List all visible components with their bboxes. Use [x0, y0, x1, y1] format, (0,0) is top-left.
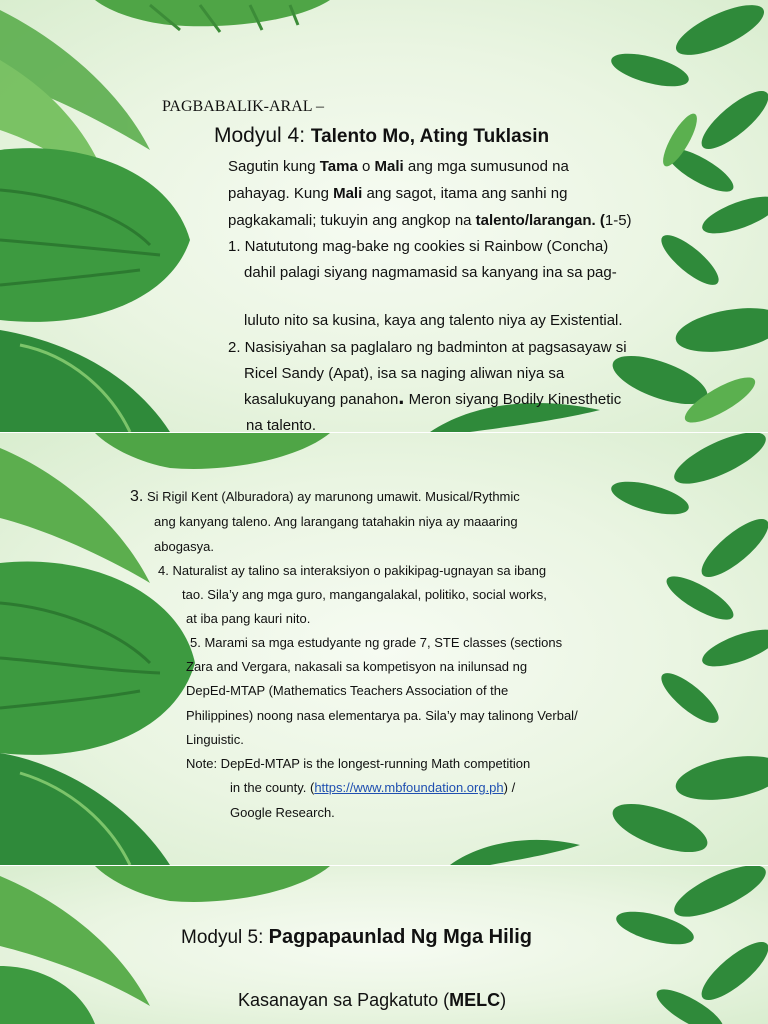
- item-4-line-2: tao. Sila’y ang mga guro, mangangalakal, politiko, social works,: [182, 587, 547, 602]
- note-line-2: [230, 780, 515, 795]
- item-4-line-3: at iba pang kauri nito.: [186, 611, 311, 626]
- item-3-line-2: ang kanyang taleno. Ang larangang tatahakin niya ay maaaring: [154, 514, 518, 529]
- item-3-line-1: [130, 488, 520, 506]
- review-label: PAGBABALIK-ARAL –: [162, 98, 324, 115]
- item-3-text: Si Rigil Kent (Alburadora) ay marunong umawit. Musical/Rythmic: [143, 489, 520, 504]
- instr1-c: o: [357, 158, 375, 175]
- subtitle-melc: MELC: [449, 990, 501, 1010]
- item2-l3b: Meron siyang Bodily Kinesthetic: [404, 391, 622, 408]
- item-2-line-3: [244, 384, 622, 409]
- module-4-title: Talento Mo, Ating Tuklasin: [310, 126, 550, 147]
- subtitle-c: ): [500, 990, 507, 1010]
- item-4-line-1: 4. Naturalist ay talino sa interaksiyon o pakikipag-ugnayan sa ibang: [158, 563, 547, 578]
- subtitle-a: Kasanayan sa Pagkatuto (: [238, 990, 450, 1010]
- module-4-heading: [214, 124, 549, 148]
- instr1-tama: Tama: [319, 158, 358, 175]
- item-5-line-4: Philippines) noong nasa elementarya pa. Sila’y may talinong Verbal/: [186, 708, 578, 723]
- item-1-line-2: dahil palagi siyang nagmamasid sa kanyang ina sa pag-: [244, 264, 617, 281]
- slide-3: [0, 866, 768, 1024]
- slide-1: [0, 0, 768, 432]
- instr2-c: ang sagot, itama ang sanhi ng: [362, 185, 568, 202]
- instruction-line-1: [228, 158, 569, 175]
- item-3-number: 3.: [130, 488, 144, 505]
- item2-l3-dot: .: [398, 384, 405, 409]
- instruction-line-2: [228, 185, 567, 202]
- item-2-line-1: 2. Nasisiyahan sa paglalaro ng badminton at pagsasayaw si: [228, 339, 627, 356]
- note-line-3: Google Research.: [230, 805, 335, 820]
- module-5-prefix: Modyul 5:: [181, 927, 269, 948]
- item-5-line-5: Linguistic.: [186, 732, 244, 747]
- item-5-line-2: Zara and Vergara, nakasali sa kompetisyon na inilunsad ng: [186, 659, 528, 674]
- instr1-mali: Mali: [374, 158, 404, 175]
- item-1-line-3: luluto nito sa kusina, kaya ang talento niya ay Existential.: [244, 312, 623, 329]
- note-line-1: Note: DepEd-MTAP is the longest-running Math competition: [186, 756, 531, 771]
- module-5-heading: [181, 926, 532, 949]
- instr2-mali: Mali: [333, 185, 363, 202]
- instr3-talento: talento/larangan. (: [475, 212, 605, 229]
- instr1-a: Sagutin kung: [228, 158, 320, 175]
- module-4-prefix: Modyul 4:: [214, 124, 311, 147]
- melc-subtitle: [238, 990, 506, 1011]
- instr1-e: ang mga sumusunod na: [403, 158, 569, 175]
- instr3-c: 1-5): [604, 212, 632, 229]
- instruction-line-3: [228, 212, 632, 229]
- instr3-a: pagkakamali; tukuyin ang angkop na: [228, 212, 476, 229]
- instr2-a: pahayag. Kung: [228, 185, 334, 202]
- item-2-line-2: Ricel Sandy (Apat), isa sa naging aliwan niya sa: [244, 365, 565, 382]
- item2-l3a: kasalukuyang panahon: [244, 391, 399, 408]
- item-5-line-3: DepEd-MTAP (Mathematics Teachers Association of the: [186, 683, 509, 698]
- item-5-line-1: 5. Marami sa mga estudyante ng grade 7, STE classes (sections: [190, 635, 563, 650]
- slide-2: [0, 433, 768, 865]
- item-2-line-4: na talento.: [246, 417, 317, 432]
- item-1-line-1: 1. Natututong mag-bake ng cookies si Rainbow (Concha): [228, 238, 609, 255]
- note-l2b: ) /: [503, 780, 516, 795]
- module-5-title: Pagpapaunlad Ng Mga Hilig: [268, 926, 533, 948]
- mbfoundation-link[interactable]: https://www.mbfoundation.org.ph: [314, 780, 504, 795]
- item-3-line-3: abogasya.: [154, 539, 214, 554]
- note-l2a: in the county. (: [230, 780, 315, 795]
